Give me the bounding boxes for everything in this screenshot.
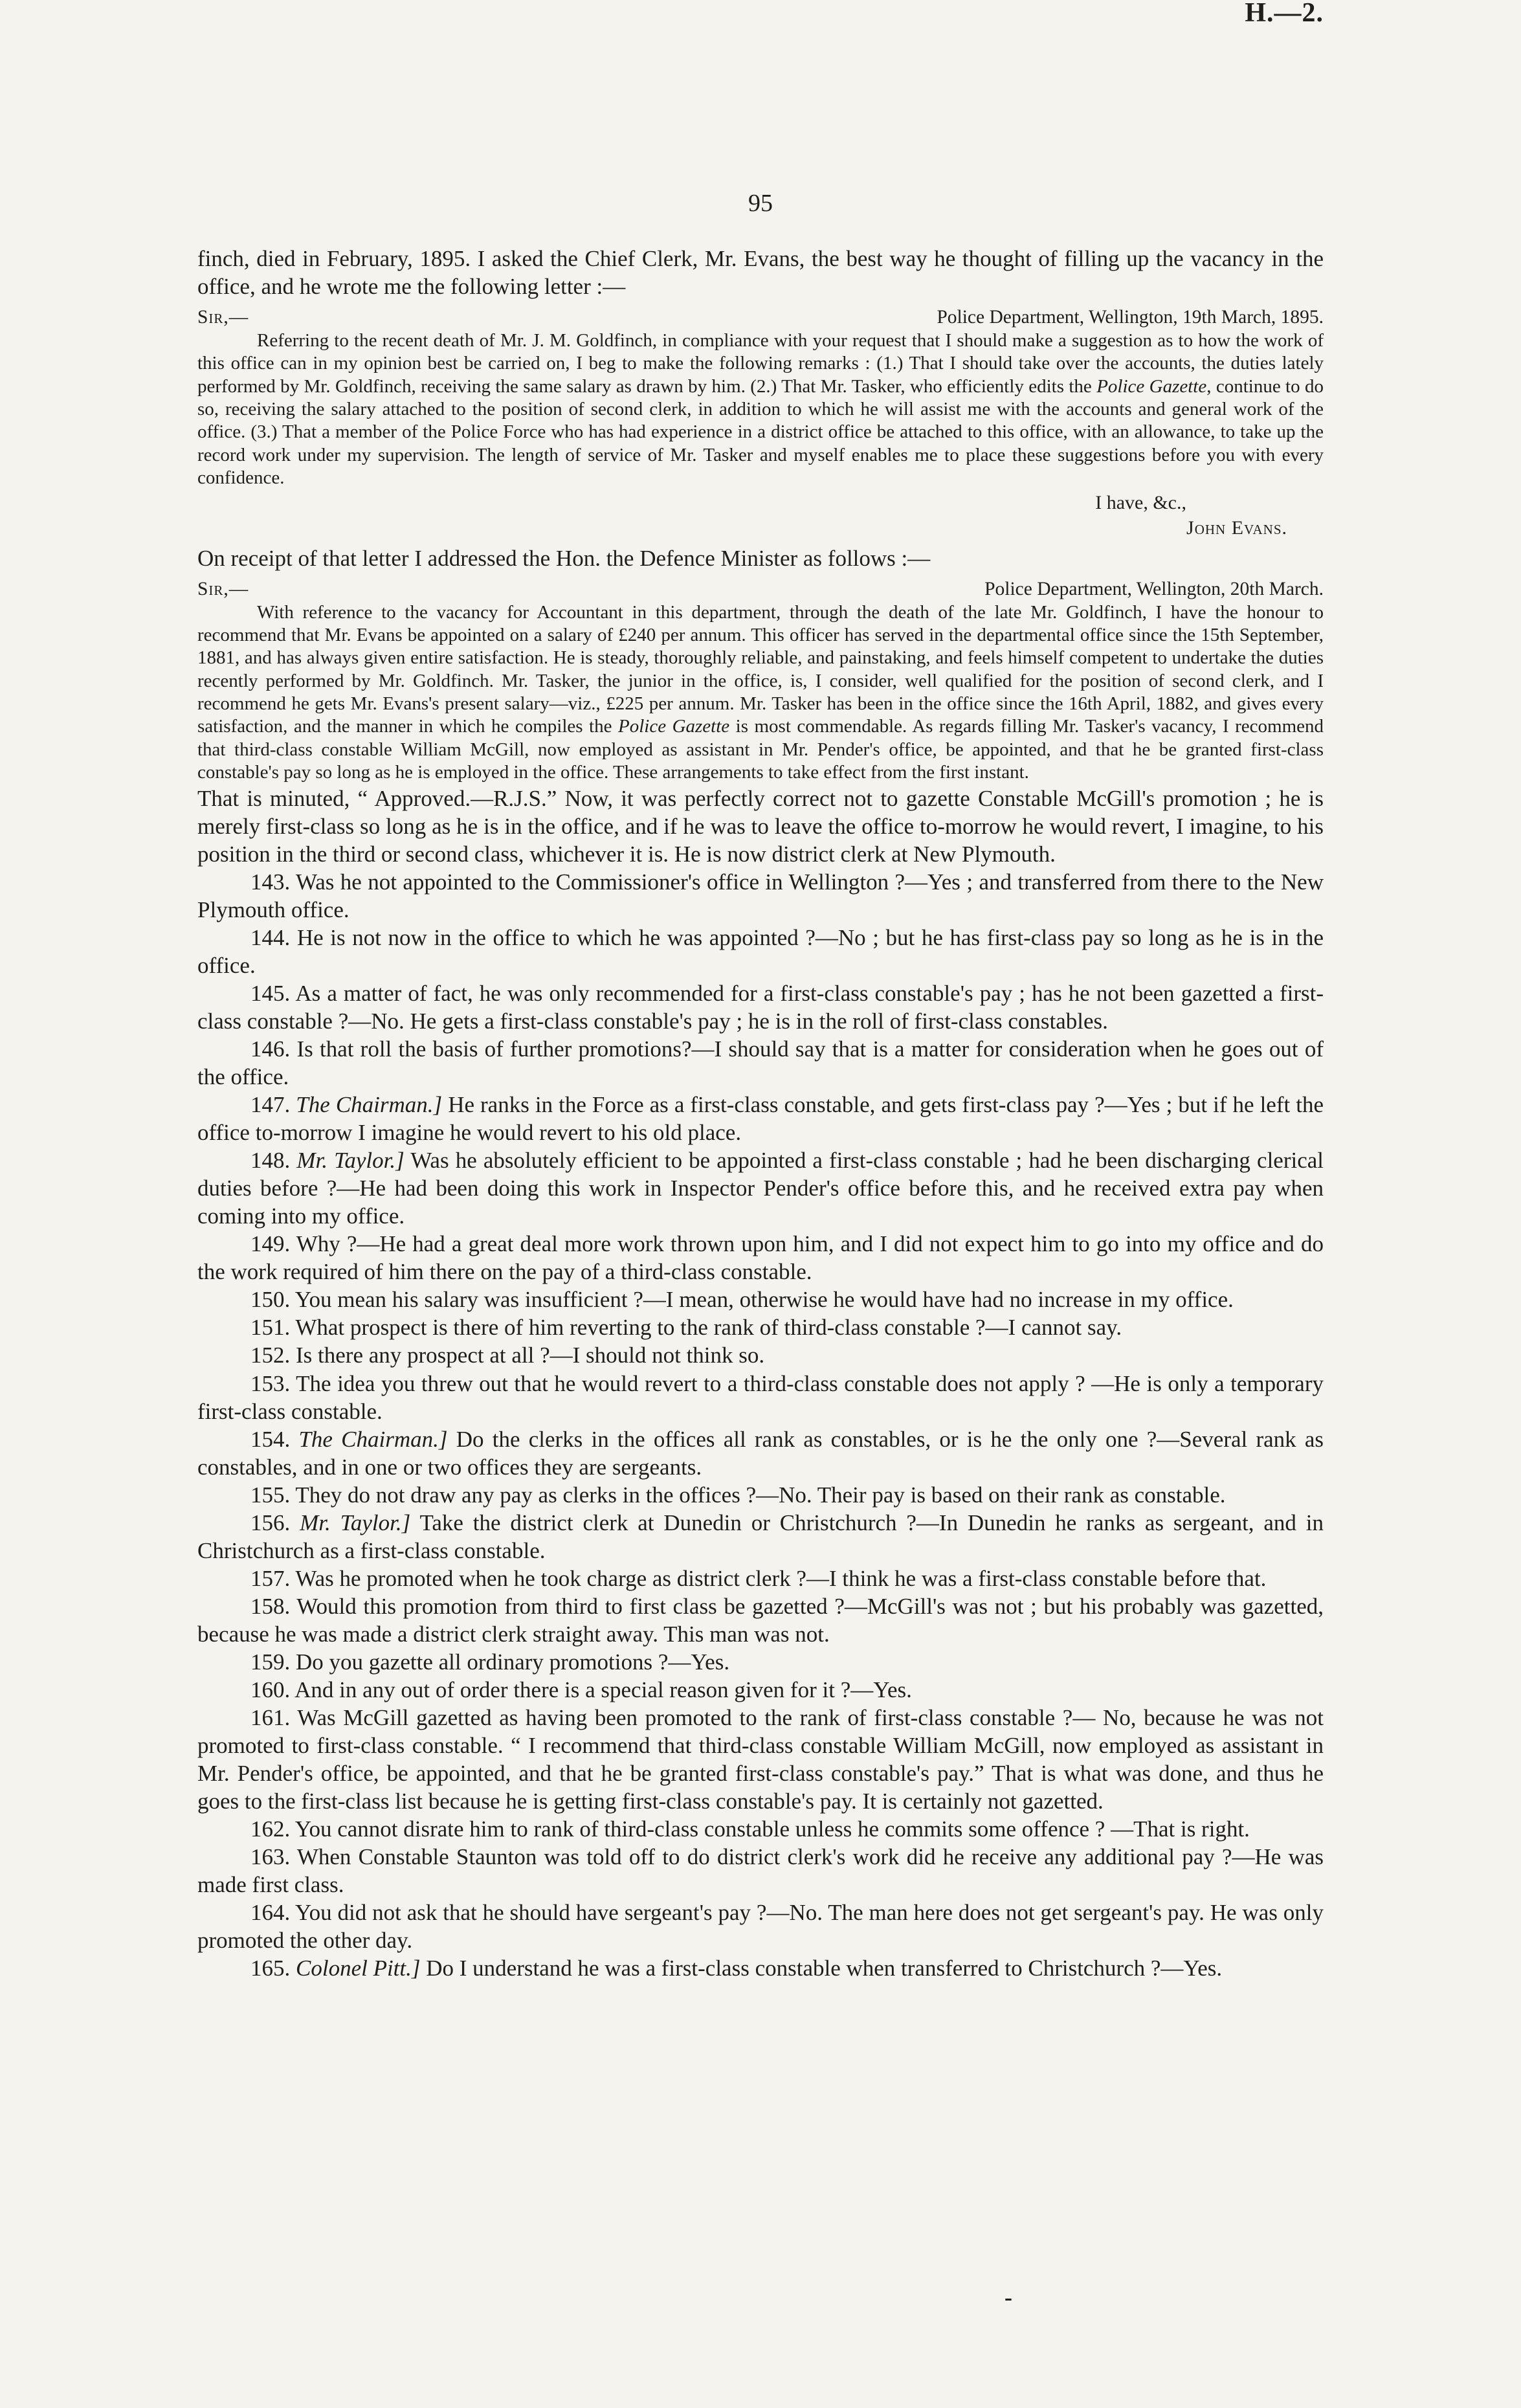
document-blocks: [197, 245, 1324, 1983]
letter-signature: John Evans.: [1186, 517, 1287, 539]
text-run: 164. You did not ask that he should have sergeant's pay ?—No. The man here does not get sergeant's pay. He was only promoted the other day.: [197, 1900, 1324, 1954]
italic-text: Mr. Taylor.]: [300, 1510, 411, 1535]
stray-ink-mark: -: [1005, 2284, 1012, 2310]
text-run: 161. Was McGill gazetted as having been promoted to the rank of first-class constable ?— No, because he was not promoted to first-class constable. “ I recommend that third-class constable William McGill, now employed as assistant in Mr. Pender's office, be appointed, and that he be granted first-class constable's pay.” That is what was done, and thus he goes to the first-class list because he is getting first-class constable's pay. It is certainly not gazetted.: [197, 1705, 1324, 1814]
page-number: 95: [748, 190, 773, 217]
paragraph: [197, 1286, 1324, 1313]
text-run: That is minuted, “ Approved.—R.J.S.” Now, it was perfectly correct not to gazette Constable McGill's promotion ; he is merely first-class so long as he is in the office, and if he was to leave the office to-morrow he would revert, I imagine, to his position in the third or second class, whichever it is. He is now district clerk at New Plymouth.: [197, 785, 1324, 867]
salutation-addressee: Sir,—: [197, 578, 249, 599]
text-run: 152. Is there any prospect at all ?—I should not think so.: [250, 1343, 765, 1368]
paragraph: [197, 1035, 1324, 1091]
text-run: 149. Why ?—He had a great deal more work thrown upon him, and I did not expect him to go into my office and do the work required of him there on the pay of a third-class constable.: [197, 1231, 1324, 1285]
paragraph: [197, 785, 1324, 868]
text-run: 165.: [250, 1956, 296, 1981]
paragraph: [197, 1481, 1324, 1509]
text-run: Do I understand he was a first-class constable when transferred to Christchurch ?—Yes.: [420, 1956, 1223, 1981]
text-run: 143. Was he not appointed to the Commissioner's office in Wellington ?—Yes ; and transferred from there to the New Plymouth office.: [197, 869, 1324, 922]
text-run: 156.: [250, 1510, 300, 1535]
text-run: 154.: [250, 1426, 299, 1452]
text-run: Referring to the recent death of Mr. J. M. Goldfinch, in compliance with your request that I should make a suggestion as to how the work of this office can in my opinion best be carried on, I beg to make the following remarks : (1.) That I should take over the accounts, the duties lately performed by Mr. Goldfinch, receiving the same salary as drawn by him. (2.) That Mr. Tasker, who efficiently edits the: [197, 329, 1324, 397]
salutation-dateline: Police Department, Wellington, 20th March.: [984, 578, 1324, 599]
letter-salutation: [197, 306, 1324, 329]
text-run: 151. What prospect is there of him reverting to the rank of third-class constable ?—I cannot say.: [250, 1315, 1122, 1341]
italic-text: The Chairman.]: [296, 1092, 443, 1118]
paragraph: [197, 1565, 1324, 1592]
paragraph: [197, 544, 1324, 572]
text-run: 155. They do not draw any pay as clerks in the offices ?—No. Their pay is based on their rank as constable.: [250, 1482, 1226, 1508]
paragraph: [197, 1230, 1324, 1286]
text-run: is most commendable. As regards filling Mr. Tasker's vacancy, I recommend that third-class constable William McGill, now employed as assistant in Mr. Pender's office, be appointed, and that he be granted first-class constable's pay so long as he is employed in the office. These arrangements to take effect from the first instant.: [197, 716, 1324, 783]
text-run: Was he absolutely efficient to be appointed a first-class constable ; had he been discharging clerical duties before ?—He had been doing this work in Inspector Pender's office before this, and he received extra pay when coming into my office.: [197, 1148, 1324, 1229]
italic-text: The Chairman.]: [298, 1426, 448, 1452]
paragraph: [197, 1146, 1324, 1230]
paragraph: [197, 1091, 1324, 1146]
paragraph: [197, 1509, 1324, 1565]
text-run: 150. You mean his salary was insufficient ?—I mean, otherwise he would have had no increase in my office.: [250, 1287, 1234, 1313]
paragraph: [197, 1648, 1324, 1676]
paragraph: [197, 245, 1324, 300]
letter-salutation: [197, 577, 1324, 601]
italic-text: Police Gazette: [618, 716, 730, 737]
italic-text: Colonel Pitt.]: [296, 1956, 421, 1981]
letter-body: [197, 329, 1324, 490]
text-run: Do the clerks in the offices all rank as constables, or is he the only one ?—Several rank as constables, and in one or two offices they are sergeants.: [197, 1426, 1324, 1480]
text-run: On receipt of that letter I addressed the Hon. the Defence Minister as follows :—: [197, 545, 931, 571]
paragraph: [197, 1815, 1324, 1843]
italic-text: Mr. Taylor.]: [296, 1148, 405, 1174]
text-run: 160. And in any out of order there is a special reason given for it ?—Yes.: [250, 1677, 912, 1703]
paragraph: [197, 1899, 1324, 1954]
salutation-addressee: Sir,—: [197, 307, 249, 328]
letter-body: [197, 601, 1324, 785]
text-run: , continue to do so, receiving the salary attached to the position of second clerk, in addition to which he will assist me with the accounts and general work of the office. (3.) That a member of the Police Force who has had experience in a district office be attached to this office, with an allowance, to take up the record work under my supervision. The length of service of Mr. Tasker and myself enables me to place these suggestions before you with every confidence.: [197, 375, 1324, 489]
text-run: finch, died in February, 1895. I asked the Chief Clerk, Mr. Evans, the best way he thought of filling up the vacancy in the office, and he wrote me the following letter :—: [197, 246, 1324, 300]
text-run: 145. As a matter of fact, he was only recommended for a first-class constable's pay ; has he not been gazetted a first-class constable ?—No. He gets a first-class constable's pay ; he is in the roll of first-class constables.: [197, 980, 1324, 1034]
paragraph: [197, 1704, 1324, 1815]
text-run: With reference to the vacancy for Accountant in this department, through the death of the late Mr. Goldfinch, I have the honour to recommend that Mr. Evans be appointed on a salary of £240 per annum. This officer has served in the departmental office since the 15th September, 1881, and has always given entire satisfaction. He is steady, thoroughly reliable, and painstaking, and feels himself competent to undertake the duties recently performed by Mr. Goldfinch. Mr. Tasker, the junior in the office, is, I consider, well qualified for the position of second clerk, and I recommend he gets Mr. Evans's present salary—viz., £225 per annum. Mr. Tasker has been in the office since the 16th April, 1882, and gives every satisfaction, and the manner in which he compiles the: [197, 601, 1324, 737]
paragraph: [197, 1592, 1324, 1648]
text-run: 158. Would this promotion from third to first class be gazetted ?—McGill's was not ; but his probably was gazetted, because he was made a district clerk straight away. This man was not.: [197, 1593, 1324, 1647]
paragraph: [197, 979, 1324, 1035]
text-run: 162. You cannot disrate him to rank of third-class constable unless he commits some offence ? —That is right.: [250, 1816, 1250, 1842]
text-run: Take the district clerk at Dunedin or Christchurch ?—In Dunedin he ranks as sergeant, and in Christchurch as a first-class constable.: [197, 1510, 1324, 1563]
paragraph: [197, 868, 1324, 924]
text-run: 144. He is not now in the office to which he was appointed ?—No ; but he has first-class pay so long as he is in the office.: [197, 924, 1324, 978]
text-run: He ranks in the Force as a first-class constable, and gets first-class pay ?—Yes ; but if he left the office to-morrow I imagine he would revert to his old place.: [197, 1092, 1324, 1146]
page-header: [197, 0, 1324, 225]
text-run: 163. When Constable Staunton was told off to do district clerk's work did he receive any additional pay ?—He was made first class.: [197, 1844, 1324, 1898]
document-reference: H.—2.: [1245, 0, 1324, 28]
text-run: 148.: [250, 1148, 297, 1174]
text-run: 157. Was he promoted when he took charge as district clerk ?—I think he was a first-class constable before that.: [250, 1565, 1267, 1591]
paragraph: [197, 1425, 1324, 1481]
paragraph: [197, 1843, 1324, 1899]
text-run: 153. The idea you threw out that he would revert to a third-class constable does not apply ? —He is only a temporary first-class constable.: [197, 1370, 1324, 1424]
text-run: 147.: [250, 1092, 296, 1118]
letter-closing: I have, &c.,: [1095, 491, 1186, 513]
text-run: 146. Is that roll the basis of further promotions?—I should say that is a matter for consideration when he goes out of the office.: [197, 1036, 1324, 1089]
paragraph: [197, 924, 1324, 979]
paragraph: [197, 1341, 1324, 1369]
paragraph: [197, 1954, 1324, 1982]
salutation-dateline: Police Department, Wellington, 19th March, 1895.: [937, 307, 1324, 328]
paragraph: [197, 1370, 1324, 1425]
paragraph: [197, 1313, 1324, 1341]
paragraph: [197, 1676, 1324, 1704]
text-run: 159. Do you gazette all ordinary promotions ?—Yes.: [250, 1649, 730, 1675]
italic-text: Police Gazette: [1096, 375, 1207, 397]
